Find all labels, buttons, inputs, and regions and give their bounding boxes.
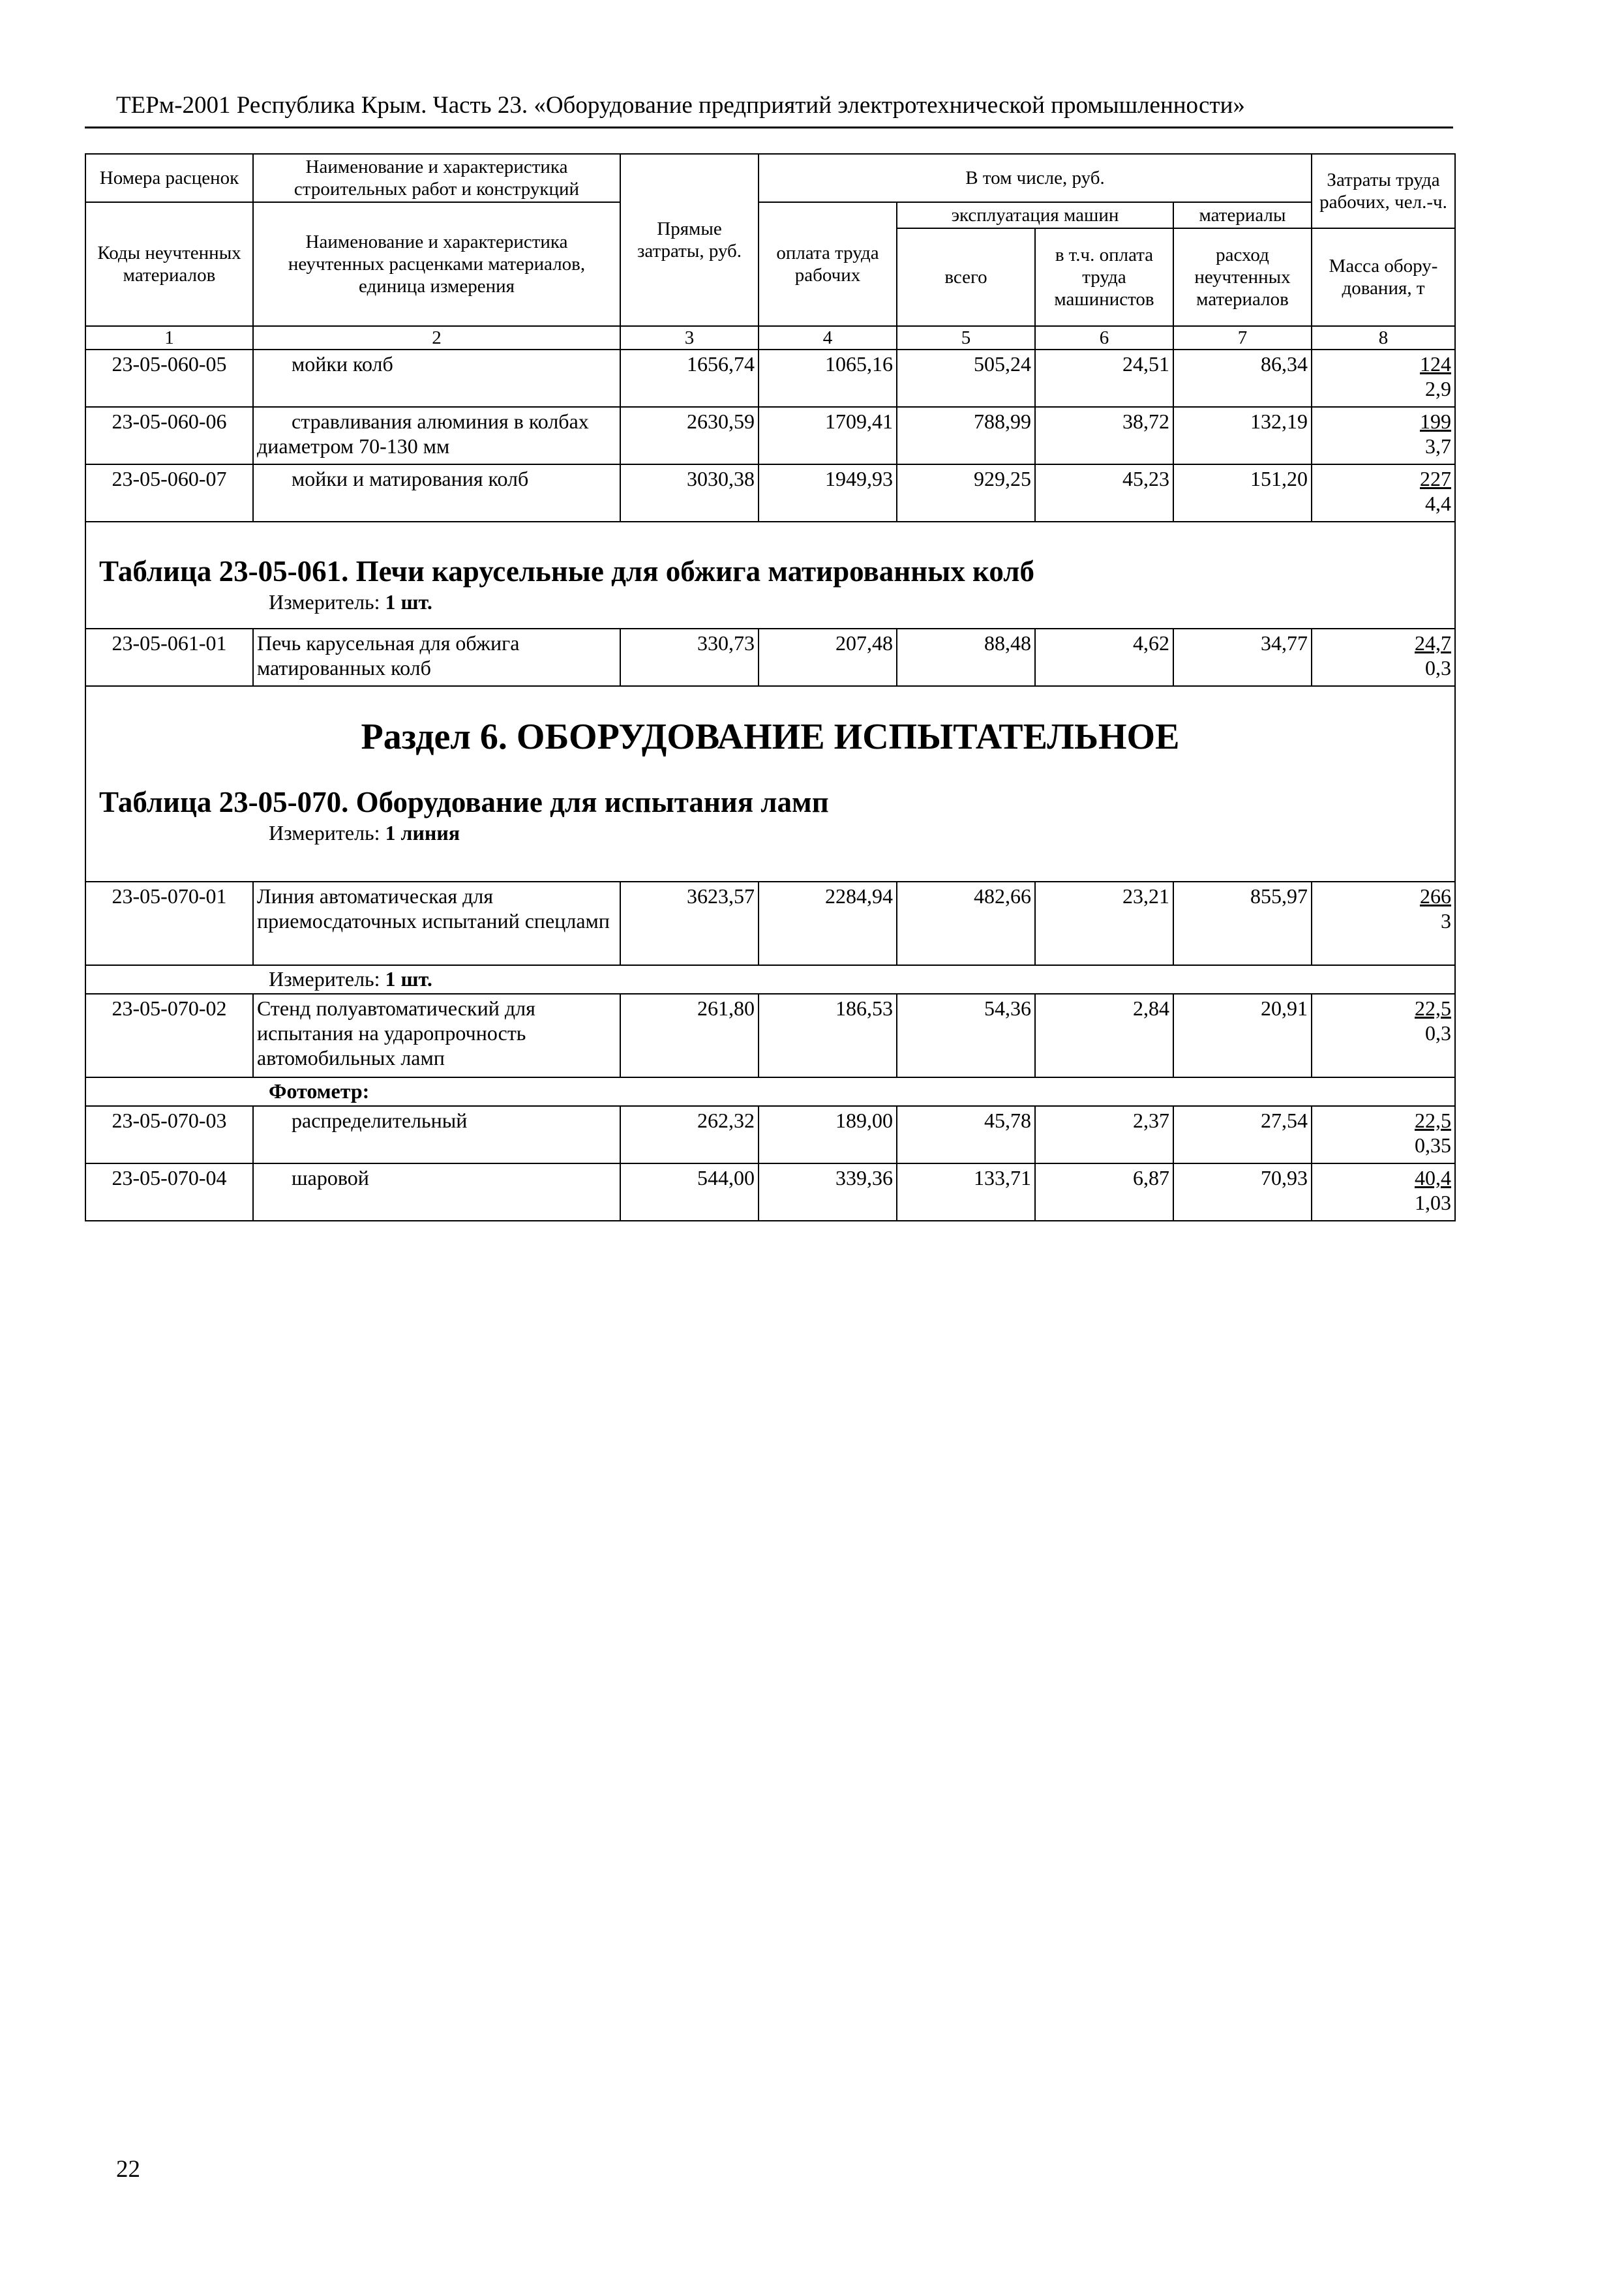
table-row bbox=[85, 407, 1455, 464]
rate-code: 23-05-060-07 bbox=[85, 464, 253, 522]
head-worker-wages: оплата труда рабочих bbox=[759, 202, 897, 326]
page-number: 22 bbox=[116, 2156, 140, 2183]
materials: 27,54 bbox=[1173, 1106, 1312, 1163]
head-equipment-mass: Масса обору-дования, т bbox=[1312, 228, 1455, 326]
rate-code: 23-05-061-01 bbox=[85, 629, 253, 686]
header-rule bbox=[85, 127, 1453, 128]
labor-costs: 266 bbox=[1420, 884, 1451, 908]
machine-total: 54,36 bbox=[897, 994, 1035, 1077]
measure-unit: Измеритель: 1 линия bbox=[269, 821, 460, 845]
section-title: Раздел 6. ОБОРУДОВАНИЕ ИСПЫТАТЕЛЬНОЕ bbox=[361, 717, 1180, 757]
head-including: В том числе, руб. bbox=[759, 154, 1312, 202]
direct-costs: 544,00 bbox=[620, 1163, 759, 1221]
col-number: 3 bbox=[620, 326, 759, 350]
worker-wages: 207,48 bbox=[759, 629, 897, 686]
rate-code: 23-05-060-05 bbox=[85, 350, 253, 407]
worker-wages: 189,00 bbox=[759, 1106, 897, 1163]
materials: 132,19 bbox=[1173, 407, 1312, 464]
equipment-mass: 1,03 bbox=[1415, 1191, 1451, 1214]
materials: 86,34 bbox=[1173, 350, 1312, 407]
col-number: 7 bbox=[1173, 326, 1312, 350]
machine-total: 505,24 bbox=[897, 350, 1035, 407]
col-number: 1 bbox=[85, 326, 253, 350]
operator-wages: 2,84 bbox=[1035, 994, 1173, 1077]
operator-wages: 6,87 bbox=[1035, 1163, 1173, 1221]
table-row bbox=[85, 629, 1455, 686]
rate-name: Печь карусельная для обжига матированных колб bbox=[253, 629, 620, 686]
labor-costs: 227 bbox=[1420, 467, 1451, 490]
table-row bbox=[85, 464, 1455, 522]
col-number: 8 bbox=[1312, 326, 1455, 350]
head-work-name: Наименование и характеристика строительных работ и конструкций bbox=[253, 154, 620, 202]
rate-name: Линия автоматическая для приемосдаточных испытаний спецламп bbox=[253, 882, 620, 965]
direct-costs: 2630,59 bbox=[620, 407, 759, 464]
col-number: 6 bbox=[1035, 326, 1173, 350]
table-row bbox=[85, 994, 1455, 1077]
rate-code: 23-05-070-01 bbox=[85, 882, 253, 965]
equipment-mass: 0,3 bbox=[1425, 656, 1451, 680]
head-direct-costs: Прямые затраты, руб. bbox=[620, 154, 759, 326]
rate-name: шаровой bbox=[253, 1163, 620, 1221]
head-material-codes: Коды неучтенных материалов bbox=[85, 202, 253, 326]
head-machine-total: всего bbox=[897, 228, 1035, 326]
labor-costs: 24,7 bbox=[1415, 631, 1451, 655]
price-table bbox=[85, 153, 1456, 1221]
document-header: ТЕРм-2001 Республика Крым. Часть 23. «Оборудование предприятий электротехнической промышленности» bbox=[116, 92, 1245, 119]
rate-code: 23-05-070-03 bbox=[85, 1106, 253, 1163]
table-row bbox=[85, 350, 1455, 407]
direct-costs: 3030,38 bbox=[620, 464, 759, 522]
machine-total: 133,71 bbox=[897, 1163, 1035, 1221]
materials: 855,97 bbox=[1173, 882, 1312, 965]
worker-wages: 1709,41 bbox=[759, 407, 897, 464]
equipment-mass: 0,3 bbox=[1425, 1021, 1451, 1045]
rate-code: 23-05-060-06 bbox=[85, 407, 253, 464]
head-unaccounted-materials: расход неучтенных материалов bbox=[1173, 228, 1312, 326]
direct-costs: 262,32 bbox=[620, 1106, 759, 1163]
worker-wages: 1949,93 bbox=[759, 464, 897, 522]
labor-costs: 22,5 bbox=[1415, 1109, 1451, 1132]
col-number: 4 bbox=[759, 326, 897, 350]
labor-costs: 40,4 bbox=[1415, 1166, 1451, 1189]
table-row bbox=[85, 1163, 1455, 1221]
equipment-mass: 0,35 bbox=[1415, 1133, 1451, 1157]
materials: 20,91 bbox=[1173, 994, 1312, 1077]
head-operator-wages: в т.ч. оплата труда машинистов bbox=[1035, 228, 1173, 326]
group-label: Фотометр: bbox=[269, 1079, 370, 1103]
machine-total: 788,99 bbox=[897, 407, 1035, 464]
machine-total: 88,48 bbox=[897, 629, 1035, 686]
operator-wages: 2,37 bbox=[1035, 1106, 1173, 1163]
materials: 34,77 bbox=[1173, 629, 1312, 686]
direct-costs: 261,80 bbox=[620, 994, 759, 1077]
rate-name: Стенд полуавтоматический для испытания на ударопрочность автомобильных ламп bbox=[253, 994, 620, 1077]
machine-total: 482,66 bbox=[897, 882, 1035, 965]
operator-wages: 24,51 bbox=[1035, 350, 1173, 407]
head-rate-numbers: Номера расценок bbox=[85, 154, 253, 202]
labor-costs: 124 bbox=[1420, 352, 1451, 376]
col-number: 5 bbox=[897, 326, 1035, 350]
rate-name: мойки и матирования колб bbox=[253, 464, 620, 522]
equipment-mass: 4,4 bbox=[1425, 492, 1451, 515]
direct-costs: 1656,74 bbox=[620, 350, 759, 407]
labor-costs: 22,5 bbox=[1415, 996, 1451, 1020]
equipment-mass: 3 bbox=[1441, 909, 1451, 933]
rate-name: стравливания алюминия в колбах диаметром 70-130 мм bbox=[253, 407, 620, 464]
table-title: Таблица 23-05-070. Оборудование для испытания ламп bbox=[99, 786, 829, 818]
rate-name: распределительный bbox=[253, 1106, 620, 1163]
worker-wages: 1065,16 bbox=[759, 350, 897, 407]
machine-total: 45,78 bbox=[897, 1106, 1035, 1163]
equipment-mass: 2,9 bbox=[1425, 377, 1451, 400]
table-row bbox=[85, 1106, 1455, 1163]
rate-code: 23-05-070-02 bbox=[85, 994, 253, 1077]
materials: 151,20 bbox=[1173, 464, 1312, 522]
worker-wages: 186,53 bbox=[759, 994, 897, 1077]
head-material-name: Наименование и характеристика неучтенных расценками материалов, единица измерения bbox=[253, 202, 620, 326]
machine-total: 929,25 bbox=[897, 464, 1035, 522]
head-materials: материалы bbox=[1173, 202, 1312, 228]
direct-costs: 3623,57 bbox=[620, 882, 759, 965]
rate-name: мойки колб bbox=[253, 350, 620, 407]
direct-costs: 330,73 bbox=[620, 629, 759, 686]
worker-wages: 2284,94 bbox=[759, 882, 897, 965]
table-title: Таблица 23-05-061. Печи карусельные для обжига матированных колб bbox=[99, 555, 1035, 588]
operator-wages: 38,72 bbox=[1035, 407, 1173, 464]
col-number: 2 bbox=[253, 326, 620, 350]
equipment-mass: 3,7 bbox=[1425, 434, 1451, 458]
measure-unit: Измеритель: 1 шт. bbox=[269, 967, 432, 991]
operator-wages: 4,62 bbox=[1035, 629, 1173, 686]
operator-wages: 45,23 bbox=[1035, 464, 1173, 522]
rate-code: 23-05-070-04 bbox=[85, 1163, 253, 1221]
materials: 70,93 bbox=[1173, 1163, 1312, 1221]
head-labor-costs: Затраты труда рабочих, чел.-ч. bbox=[1312, 154, 1455, 228]
head-machine-operation: эксплуатация машин bbox=[897, 202, 1173, 228]
worker-wages: 339,36 bbox=[759, 1163, 897, 1221]
table-row bbox=[85, 882, 1455, 965]
operator-wages: 23,21 bbox=[1035, 882, 1173, 965]
measure-unit: Измеритель: 1 шт. bbox=[269, 590, 432, 614]
labor-costs: 199 bbox=[1420, 410, 1451, 433]
